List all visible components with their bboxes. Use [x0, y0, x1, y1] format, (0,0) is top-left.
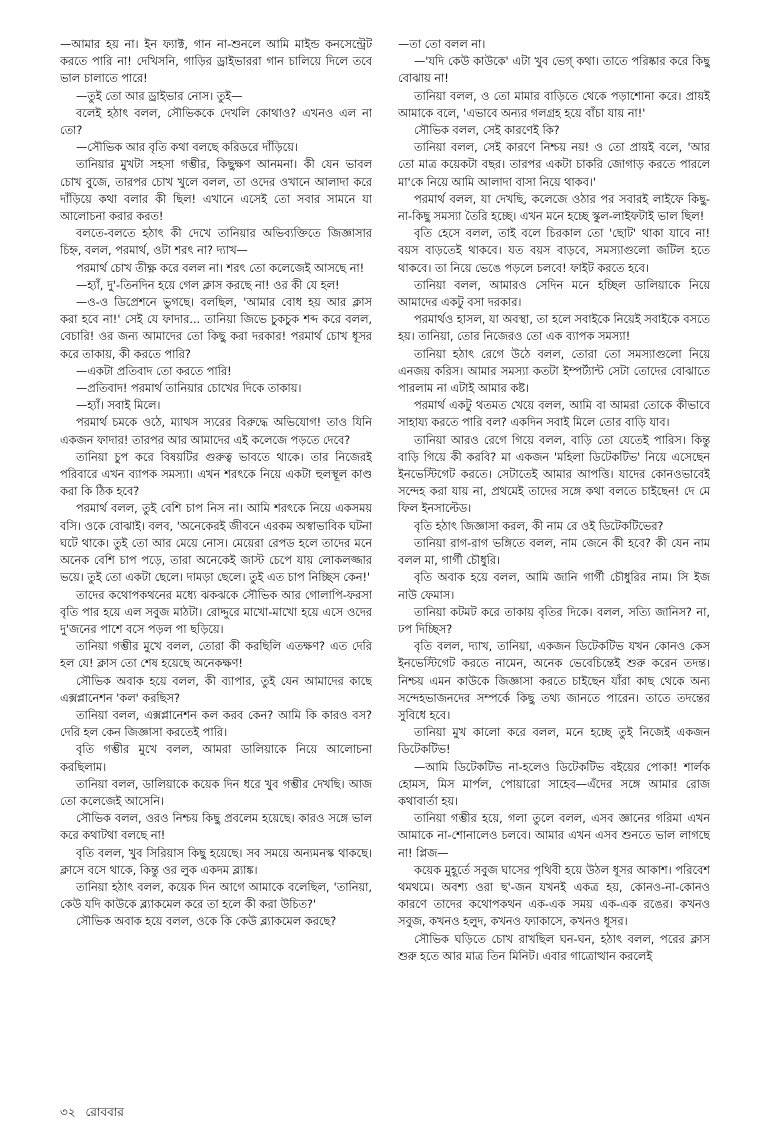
paragraph: পরমার্থও হাসল, যা অবস্থা, তা হলে সবাইকে নিয়েই সবাইকে বসতে হয়। তানিয়া, তোর নিজেরও তো এক ব্যাপক সমস্যা! [398, 313, 710, 344]
paragraph: তানিয়া আরও রেগে গিয়ে বলল, বাড়ি তো যেতেই পারিস। কিন্তু বাড়ি গিয়ে কী করবি? মা একজন 'মহিলা ডিটেকটিভ' নিয়ে এসেছেন ইনভেস্টিগেট করতে। সেটাতেই আমার আপত্তি। যাদের কোনওভাবেই সন্দেহ করা যায় না, প্রথমেই তাদের সঙ্গে কথা বলতে চাইছেন! দে মে ফিল ইনসাল্টেড। [398, 433, 710, 516]
paragraph: —হ্যাঁ। সবাই মিলে। [76, 399, 161, 413]
paragraph: —'যদি কেউ কাউকে' এটা খুব ভেগ্‌ কথা। তাতে পরিষ্কার করে কিছু বোঝায় না! [398, 55, 710, 86]
paragraph: —সৌভিক আর বৃতি কথা বলছে করিডরে দাঁড়িয়ে। [76, 141, 298, 155]
paragraph: বলেই হঠাৎ বলল, সৌভিককে দেখলি কোথাও? এখনও এল না তো? [60, 106, 372, 138]
paragraph: সৌভিক বলল, ওরও নিশ্চয় কিছু প্রবলেম হয়েছে। কারও সঙ্গে ভাল করে কথাটথা বলছে না! [60, 812, 372, 843]
paragraph: তানিয়া গম্ভীর হয়ে, গলা তুলে বলল, এসব জ্ঞানের গরিমা এখন আমাকে না-শোনালেও চলবে। আমার এখন এসব শুনতে ভাল লাগছে না! প্লিজ— [398, 812, 710, 860]
paragraph: সৌভিক ঘড়িতে চোখ রাখছিল ঘন-ঘন, হঠাৎ বলল, পরের ক্লাস শুরু হতে আর মাত্র তিন মিনিট। এবার গাত্রোত্থান করলেই [398, 932, 710, 963]
paragraph: —আমার হয় না। ইন ফ্যাক্ট, গান না-শুনলে আমি মাইন্ড কনসেন্ট্রেট করতে পারি না! দেখিসনি, গাড়ির ড্রাইভাররা গান চালিয়ে দিলে তবে ভাল চালাতে পারে! [60, 38, 372, 86]
page-number: ৩২ [60, 1105, 76, 1119]
paragraph: বৃতি বলল, খুব সিরিয়াস কিছু হয়েছে। সব সময়ে অন্যমনস্ক থাকছে। ক্লাসে বসে থাকে, কিন্তু ওর লুক একদম ব্ল্যাঙ্ক। [60, 846, 372, 877]
paragraph: বৃতি অবাক হয়ে বলল, আমি জানি গার্গী চৌধুরির নাম। সি ইজ নাউ ফেমাস। [398, 571, 710, 602]
paragraph: তানিয়া বলল, ও তো মামার বাড়িতে থেকে পড়াশোনা করে। প্রায়ই আমাকে বলে, 'এভাবে অন্যর গলগ্রহ হয়ে বাঁচা যায় না!' [398, 89, 710, 120]
left-text-column [60, 36, 372, 1094]
paragraph: —প্রতিবাদ! পরমার্থ তানিয়ার চোখের দিকে তাকায়। [76, 382, 302, 396]
paragraph: —একটা প্রতিবাদ তো করতে পারি! [76, 364, 232, 378]
paragraph: তানিয়া চুপ করে বিষয়টির গুরুত্ব ভাবতে থাকে। তার নিজেরই পরিবারে এখন ব্যাপক সমস্যা। এখন শরৎকে নিয়ে একটা হুলস্থূল কাণ্ড করা কি ঠিক হবে? [60, 450, 372, 499]
section-name: রোববার [85, 1105, 124, 1119]
paragraph: তানিয়া বলল, সেই কারণে নিশ্চয় নয়! ও তো প্রায়ই বলে, 'আর তো মাত্র কয়েকটা বছর। তারপর একটা চাকরি জোগাড় করতে পারলে মা'কে নিয়ে আমি আলাদা বাসা নিয়ে থাকব।' [398, 141, 710, 189]
paragraph: —হ্যাঁ, দু'-তিনদিন হয়ে গেল ক্লাস করছে না! ওর কী যে হল! [76, 278, 340, 292]
paragraph: পরমার্থ একটু থতমত খেয়ে বলল, আমি বা আমরা তোকে কীভাবে সাহায্য করতে পারি বল? একদিন সবাই মিলে তোর বাড়ি যাব। [398, 399, 710, 430]
page-footer [60, 1104, 130, 1124]
paragraph: বলতে-বলতে হঠাৎ কী দেখে তানিয়ার অভিব্যক্তিতে জিজ্ঞাসার চিহ্ন, বলল, পরমার্থ, ওটা শরৎ না? দ্যাখ— [60, 227, 372, 258]
paragraph: —তুই তো আর ড্রাইভার নোস। তুই— [76, 89, 243, 103]
paragraph: তানিয়া বলল, আমারও সেদিন মনে হচ্ছিল ডালিয়াকে নিয়ে আমাদের একটু বসা দরকার। [398, 278, 710, 310]
paragraph: সৌভিক অবাক হয়ে বলল, ওকে কি কেউ ব্ল্যাকমেল করছে? [76, 915, 337, 929]
paragraph: পরমার্থ চোখ তীক্ষ্ণ করে বলল না। শরৎ তো কলেজেই আসছে না! [76, 261, 365, 275]
paragraph: তানিয়া মুখ কালো করে বলল, মনে হচ্ছে তুই নিজেই একজন ডিটেকটিভ! [398, 726, 710, 757]
paragraph: পরমার্থ বলল, তুই বেশি চাপ নিস না। আমি শরৎকে নিয়ে একসময় বসি। ওকে বোঝাই। বলব, 'অনেকেরই জীবনে এরকম অস্বাভাবিক ঘটনা ঘটে থাকে। তুই তো আর মেয়ে নোস। মেয়েরা রেপড হলে তাদের মনে অনেক বেশি চাপ পড়ে, তারা অনেকেই জাস্ট চেপে যায় লোকলজ্জার ভয়ে। তুই তো একটা ছেলে। দামড়া ছেলে। তুই এত চাপ নিচ্ছিস কেন!' [60, 502, 372, 585]
paragraph: বৃতি গম্ভীর মুখে বলল, আমরা ডালিয়াকে নিয়ে আলোচনা করছিলাম। [60, 743, 372, 774]
paragraph: তানিয়া হঠাৎ রেগে উঠে বলল, তোরা তো সমস্যাগুলো নিয়ে এনজয় করিস। আমার সমস্যা কতটা ইম্পর্ট্যান্ট সেটা তোদের বোঝাতে পারলাম না এটাই আমার কষ্ট। [398, 347, 710, 396]
paragraph: তানিয়া কটমট করে তাকায় বৃতির দিকে। বলল, সত্যি জানিস? না, ঢপ দিচ্ছিস? [398, 605, 710, 636]
paragraph: কয়েক মুহূর্তে সবুজ ঘাসের পৃথিবী হয়ে উঠল ধূসর আকাশ। পরিবেশ থমথমে। অবশ্য ওরা ছ'-জন যখনই একত্র হয়, কোনও-না-কোনও কারণে তাদের কথোপকথন এক-এক সময় এক-এক রঙের। কখনও সবুজ, কখনও হলুদ, কখনও ফ্যাকাসে, কখনও ধূসর। [398, 863, 710, 929]
paragraph: সৌভিক বলল, সেই কারণেই কি? [414, 124, 560, 138]
paragraph: পরমার্থ বলল, যা দেখছি, কলেজে ওঠার পর সবারই লাইফে কিছু-না-কিছু সমস্যা তৈরি হচ্ছে। এখন মনে হচ্ছে স্কুল-লাইফটাই ভাল ছিল! [398, 192, 710, 224]
paragraph: —তা তো বলল না। [398, 38, 486, 51]
paragraph: তানিয়া হঠাৎ বলল, কয়েক দিন আগে আমাকে বলেছিল, 'তানিয়া, কেউ যদি কাউকে ব্ল্যাকমেল করে তা হলে কী করা উচিত?' [60, 880, 372, 912]
paragraph: তানিয়া রাগ-রাগ ভঙ্গিতে বলল, নাম জেনে কী হবে? কী যেন নাম বলল মা, গার্গী চৌধুরি। [398, 536, 710, 568]
paragraph: বৃতি হেসে বলল, তাই বলে চিরকাল তো 'ছোট' থাকা যাবে না! বয়স বাড়তেই থাকবে। যত বয়স বাড়বে, সমস্যাগুলো জটিল হতে থাকবে। তা নিয়ে ভেঙে পড়লে চলবে! ফাইট করতে হবে। [398, 227, 710, 275]
paragraph: তানিয়া গম্ভীর মুখে বলল, তোরা কী করছিলি এতক্ষণ? এত দেরি হল যে! ক্লাস তো শেষ হয়েছে অনেকক্ষণ! [60, 640, 372, 671]
paragraph: —আমি ডিটেকটিভ না-হলেও ডিটেকটিভ বইয়ের পোকা! শার্লক হোমস, মিস মার্পল, পোয়ারো সাহেব—এঁদের সঙ্গে আমার রোজ কথাবার্তা হয়। [398, 760, 710, 808]
paragraph: পরমার্থ চমকে ওঠে, ম্যাথস স্যরের বিরুদ্ধে অভিযোগ! তাও যিনি একজন ফাদার! তারপর আর আমাদের এই কলেজে পড়তে দেবে? [60, 416, 372, 447]
right-text-column [398, 36, 710, 1094]
paragraph: সৌভিক অবাক হয়ে বলল, কী ব্যাপার, তুই যেন আমাদের কাছে এক্সপ্লানেশন 'কল' করছিস? [60, 674, 372, 705]
paragraph: তানিয়া বলল, ডালিয়াকে কয়েক দিন ধরে খুব গম্ভীর দেখছি। আজ তো কলেজেই আসেনি। [60, 777, 372, 808]
paragraph: বৃতি হঠাৎ জিজ্ঞাসা করল, কী নাম রে ওই ডিটেকটিভের? [414, 519, 664, 533]
paragraph: বৃতি বলল, দ্যাখ, তানিয়া, একজন ডিটেকটিভ যখন কোনও কেস ইনভেস্টিগেট করতে নামেন, অনেক ভেবেচিন্তেই শুরু করেন তদন্ত। নিশ্চয় এমন কাউকে জিজ্ঞাসা করতে চাইছেন যাঁরা কাছ থেকে অন্য সন্দেহভাজনদের সম্পর্কে কিছু তথ্য জানতে পারেন। তাতে তদন্তের সুবিধে হবে। [398, 640, 710, 722]
paragraph: তানিয়া বলল, এক্সপ্লানেশন কল করব কেন? আমি কি কারও বস? দেরি হল কেন জিজ্ঞাসা করতেই পারি। [60, 708, 372, 740]
paragraph: তাদের কথোপকথনের মধ্যে ঝকঝকে সৌভিক আর গোলাপি-ফরসা বৃতি পার হয়ে এল সবুজ মাঠটা। রোদ্দুরে মাখো-মাখো হয়ে এসে ওদের দু'জনের পাশে বসে পড়ল পা ছড়িয়ে। [60, 588, 372, 636]
paragraph: তানিয়ার মুখটা সহসা গম্ভীর, কিছুক্ষণ আনমনা। কী যেন ভাবল চোখ বুজে, তারপর চোখ খুলে বলল, তা ওদের ওখানে আলাদা করে দাঁড়িয়ে কথা বলার কী ছিল! এখানে এসেই তো সবার সামনে যা আলোচনা করার করত! [60, 158, 372, 224]
paragraph: —ও-ও ডিপ্রেশনে ভুগছে। বলছিল, 'আমার বোধ হয় আর ক্লাস করা হবে না!' সেই যে ফাদার... তানিয়া জিভে চুকচুক শব্দ করে বলল, বেচারি! ওর জন্য আমাদের তো কিছু করা দরকার! পরমার্থ চোখ ধূসর করে তাকায়, কী করতে পারি? [60, 296, 372, 361]
